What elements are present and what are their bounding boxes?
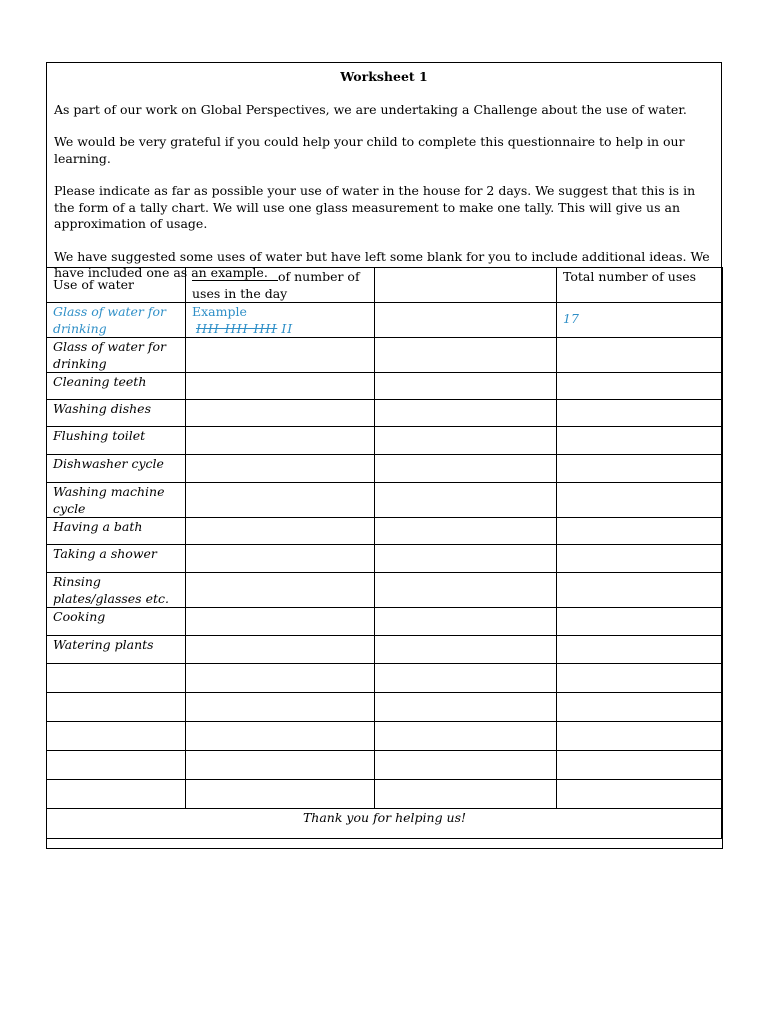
- use-of-water-cell[interactable]: [47, 780, 186, 809]
- table-row: [47, 373, 723, 400]
- blank-tally-cell[interactable]: [375, 455, 557, 483]
- use-of-water-label: Glass of water for drinking: [53, 339, 167, 371]
- day-blank-line: [192, 270, 278, 281]
- use-of-water-cell: [47, 455, 186, 483]
- table-row: [47, 518, 723, 545]
- use-of-water-cell: [47, 400, 186, 427]
- blank-tally-cell[interactable]: [375, 400, 557, 427]
- header-total: [557, 268, 723, 303]
- blank-tally-cell[interactable]: [375, 664, 557, 693]
- use-of-water-cell: [47, 545, 186, 573]
- table-row: [47, 427, 723, 455]
- use-of-water-cell: [47, 608, 186, 636]
- example-blank-cell: [375, 303, 557, 338]
- use-of-water-label: Cooking: [53, 609, 106, 624]
- header-total-label: Total number of uses: [563, 269, 697, 284]
- day-tally-cell[interactable]: [186, 664, 375, 693]
- table-row: [47, 780, 723, 809]
- example-tally: [192, 321, 368, 338]
- total-cell[interactable]: [557, 483, 723, 518]
- use-of-water-cell: [47, 483, 186, 518]
- day-tally-cell[interactable]: [186, 483, 375, 518]
- total-cell[interactable]: [557, 608, 723, 636]
- footer-row: [47, 809, 723, 849]
- total-cell[interactable]: [557, 455, 723, 483]
- example-tally-cell: [186, 303, 375, 338]
- day-tally-cell[interactable]: [186, 518, 375, 545]
- total-cell[interactable]: [557, 518, 723, 545]
- header-use-of-water: [47, 268, 186, 303]
- total-cell[interactable]: [557, 573, 723, 608]
- example-use-label: Glass of water for drinking: [53, 304, 167, 336]
- total-cell[interactable]: [557, 664, 723, 693]
- example-use-cell: [47, 303, 186, 338]
- footer-cell: [47, 809, 723, 849]
- blank-tally-cell[interactable]: [375, 722, 557, 751]
- total-cell[interactable]: [557, 338, 723, 373]
- total-cell[interactable]: [557, 636, 723, 664]
- total-cell[interactable]: [557, 722, 723, 751]
- day-tally-cell[interactable]: [186, 722, 375, 751]
- header-day-cell[interactable]: [186, 268, 375, 303]
- header-blank-cell[interactable]: [375, 268, 557, 303]
- use-of-water-cell[interactable]: [47, 722, 186, 751]
- use-of-water-cell: [47, 518, 186, 545]
- blank-tally-cell[interactable]: [375, 573, 557, 608]
- intro-paragraph-4: We have suggested some uses of water but have left some blank for you to include additional ideas. We have included one as an example.: [54, 248, 710, 280]
- intro-paragraph-3: Please indicate as far as possible your use of water in the house for 2 days. We suggest that this is in the form of a tally chart. We will use one glass measurement to make one tally. This will give us an approximation of usage.: [54, 183, 696, 231]
- table-row: [47, 400, 723, 427]
- intro-paragraph-2: We would be very grateful if you could help your child to complete this questionnaire to help in our learning.: [54, 134, 685, 166]
- blank-tally-cell[interactable]: [375, 636, 557, 664]
- use-of-water-cell[interactable]: [47, 751, 186, 780]
- table-row: [47, 338, 723, 373]
- day-tally-cell[interactable]: [186, 545, 375, 573]
- blank-tally-cell[interactable]: [375, 373, 557, 400]
- water-use-table: [46, 267, 723, 849]
- use-of-water-cell[interactable]: [47, 664, 186, 693]
- use-of-water-label: Rinsing plates/glasses etc.: [53, 574, 169, 606]
- table-row: [47, 455, 723, 483]
- use-of-water-label: Flushing toilet: [53, 428, 146, 443]
- thank-you-text: Thank you for helping us!: [302, 810, 467, 825]
- header-use-label: Use of water: [53, 276, 134, 292]
- table-row: [47, 722, 723, 751]
- day-tally-cell[interactable]: [186, 427, 375, 455]
- blank-tally-cell[interactable]: [375, 751, 557, 780]
- use-of-water-label: Watering plants: [53, 637, 154, 652]
- use-of-water-cell: [47, 427, 186, 455]
- use-of-water-cell[interactable]: [47, 693, 186, 722]
- blank-tally-cell[interactable]: [375, 780, 557, 809]
- day-tally-cell[interactable]: [186, 373, 375, 400]
- total-cell[interactable]: [557, 545, 723, 573]
- use-of-water-label: Washing machine cycle: [53, 484, 165, 516]
- total-cell[interactable]: [557, 400, 723, 427]
- example-row: [47, 303, 723, 338]
- table-row: [47, 751, 723, 780]
- worksheet-title: Worksheet 1: [340, 69, 428, 84]
- example-tally-extra: II: [281, 320, 294, 336]
- total-cell[interactable]: [557, 693, 723, 722]
- day-tally-cell[interactable]: [186, 338, 375, 373]
- use-of-water-label: Taking a shower: [53, 546, 157, 561]
- table-row: [47, 693, 723, 722]
- day-tally-cell[interactable]: [186, 693, 375, 722]
- use-of-water-cell: [47, 373, 186, 400]
- use-of-water-label: Having a bath: [53, 519, 143, 534]
- example-total-cell: [557, 303, 723, 338]
- header-day-suffix: of number of uses in the day: [192, 269, 360, 301]
- day-tally-cell[interactable]: [186, 751, 375, 780]
- intro-paragraph-1: As part of our work on Global Perspectives, we are undertaking a Challenge about the use of water.: [54, 101, 687, 117]
- table-row: [47, 483, 723, 518]
- worksheet: [46, 62, 722, 839]
- use-of-water-cell: [47, 573, 186, 608]
- table-row: [47, 608, 723, 636]
- example-total-value: 17: [563, 311, 579, 326]
- table-header-row: [47, 268, 723, 303]
- day-tally-cell[interactable]: [186, 608, 375, 636]
- total-cell[interactable]: [557, 751, 723, 780]
- day-tally-cell[interactable]: [186, 636, 375, 664]
- blank-tally-cell[interactable]: [375, 483, 557, 518]
- day-tally-cell[interactable]: [186, 573, 375, 608]
- table-row: [47, 545, 723, 573]
- use-of-water-label: Dishwasher cycle: [53, 456, 164, 471]
- total-cell[interactable]: [557, 427, 723, 455]
- blank-tally-cell[interactable]: [375, 608, 557, 636]
- example-tally-marks: HH HH HH: [195, 320, 278, 336]
- total-cell[interactable]: [557, 780, 723, 809]
- total-cell[interactable]: [557, 373, 723, 400]
- blank-tally-cell[interactable]: [375, 545, 557, 573]
- use-of-water-label: Cleaning teeth: [53, 374, 147, 389]
- use-of-water-label: Washing dishes: [53, 401, 151, 416]
- table-row: [47, 636, 723, 664]
- blank-tally-cell[interactable]: [375, 427, 557, 455]
- table-row: [47, 664, 723, 693]
- example-label: Example: [192, 304, 247, 319]
- table-row: [47, 573, 723, 608]
- blank-tally-cell[interactable]: [375, 518, 557, 545]
- blank-tally-cell[interactable]: [375, 693, 557, 722]
- use-of-water-cell: [47, 338, 186, 373]
- use-of-water-cell: [47, 636, 186, 664]
- blank-tally-cell[interactable]: [375, 338, 557, 373]
- day-tally-cell[interactable]: [186, 455, 375, 483]
- day-tally-cell[interactable]: [186, 400, 375, 427]
- day-tally-cell[interactable]: [186, 780, 375, 809]
